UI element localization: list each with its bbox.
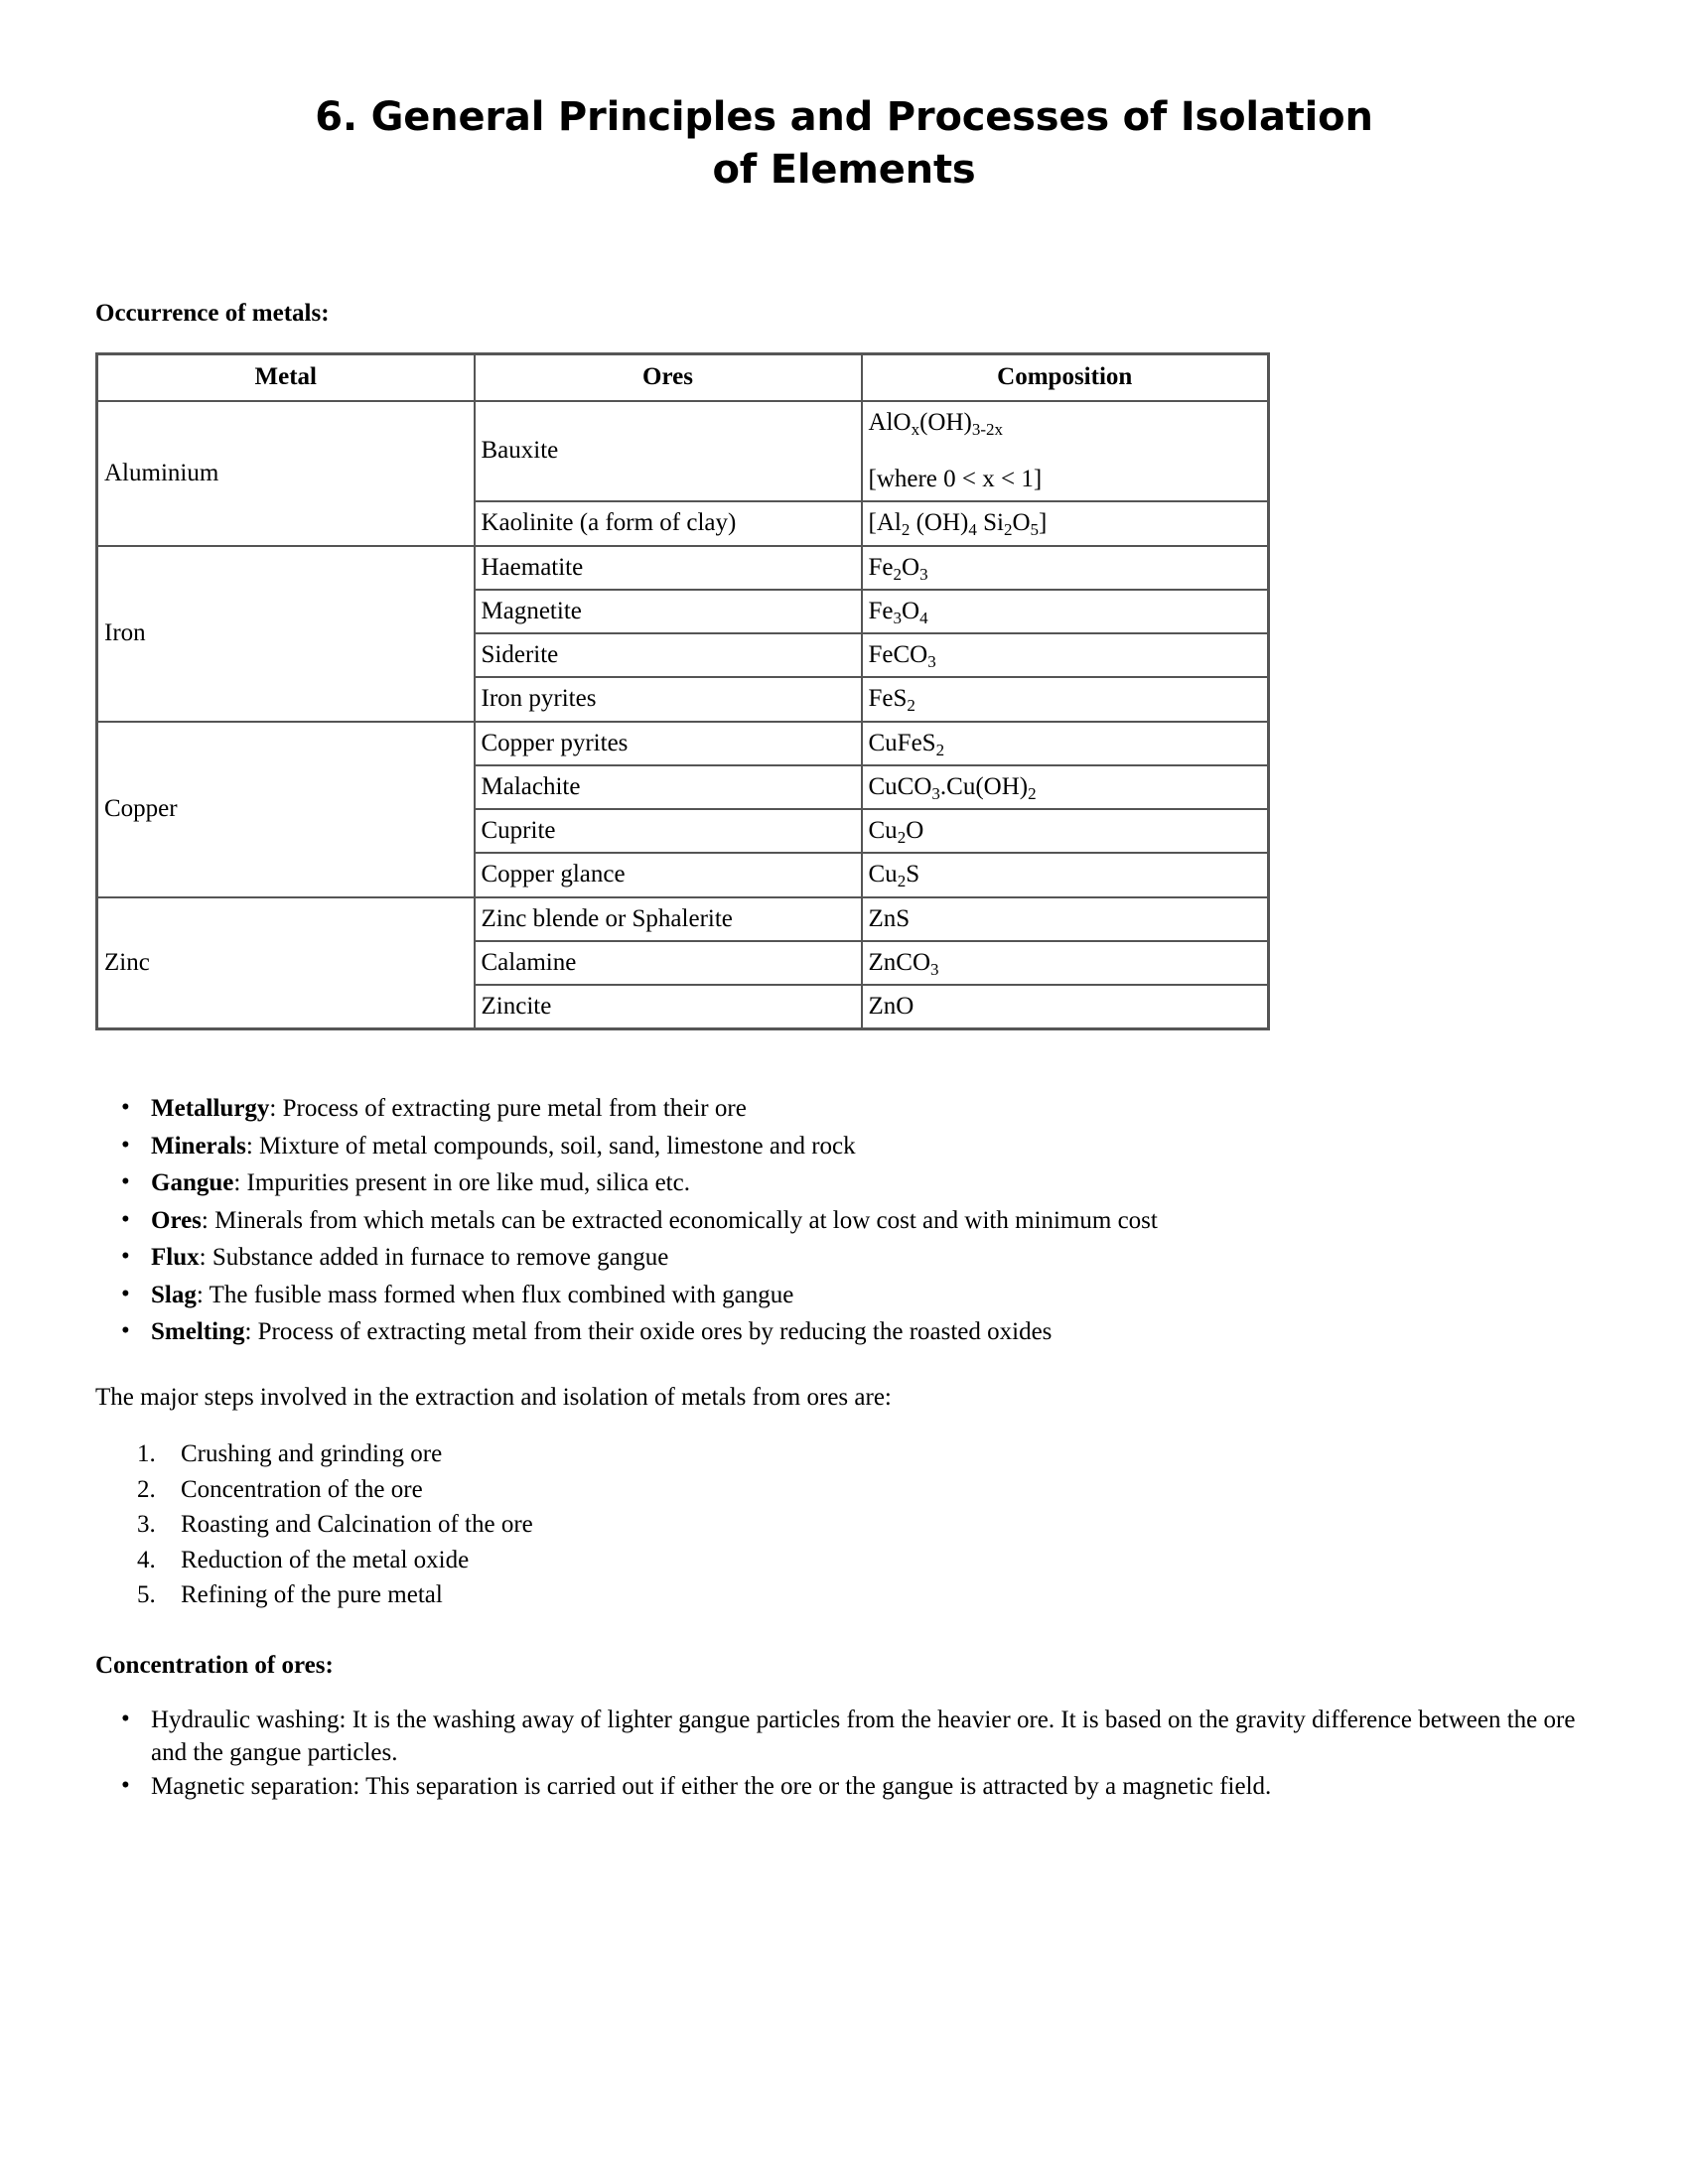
formula-part: O: [902, 597, 920, 624]
cell-ore-siderite: Siderite: [475, 633, 862, 677]
list-item: • Hydraulic washing: It is the washing away of lighter gangue particles from the heavier ore. It is based on the gravity difference between the ore and the gangue particles.: [95, 1704, 1593, 1770]
list-item: [95, 1130, 1593, 1163]
definition-term: Flux: [151, 1244, 200, 1272]
formula-part: (OH): [919, 408, 972, 436]
formula-subscript: 3: [930, 959, 939, 979]
definition-text: : Minerals from which metals can be extracted economically at low cost and with minimum cost: [201, 1206, 1158, 1234]
cell-metal-zinc: Zinc: [97, 897, 475, 1029]
definition-text: : Substance added in furnace to remove gangue: [199, 1244, 669, 1272]
cell-ore-cuprite: Cuprite: [475, 809, 862, 853]
formula-part: S: [906, 861, 920, 888]
formula-subscript: 5: [1030, 520, 1040, 540]
formula-subscript: 4: [919, 608, 928, 627]
cell-ore-copper-pyrites: Copper pyrites: [475, 722, 862, 765]
formula-subscript: 2: [1028, 783, 1037, 803]
list-item: Refining of the pure metal: [181, 1581, 443, 1609]
definition-term: Smelting: [151, 1318, 245, 1346]
column-header-ores: Ores: [475, 353, 862, 401]
formula-subscript: 3: [931, 783, 940, 803]
cell-composition-haematite: [862, 546, 1269, 590]
cell-composition-siderite: [862, 633, 1269, 677]
formula-subscript: 2: [893, 564, 902, 584]
formula-part: O: [902, 553, 920, 581]
formula-part: O: [1012, 509, 1031, 537]
list-item: [95, 1092, 1593, 1126]
definition-text: : Impurities present in ore like mud, silica etc.: [233, 1169, 690, 1197]
definition-term: Minerals: [151, 1132, 246, 1160]
formula-part: Fe: [868, 597, 894, 624]
formula-subscript: 3-2x: [971, 419, 1003, 439]
list-item: [95, 1166, 1593, 1200]
formula-subscript: 2: [907, 696, 915, 716]
table-row: [97, 722, 1269, 765]
definition-term: Gangue: [151, 1169, 234, 1197]
table-row: [97, 546, 1269, 590]
definitions-list: [95, 1092, 1593, 1349]
list-item: [95, 1241, 1593, 1275]
cell-metal-copper: Copper: [97, 722, 475, 897]
section-heading-concentration: Concentration of ores:: [95, 1651, 334, 1679]
formula-subscript: 2: [1003, 520, 1013, 540]
list-item: Crushing and grinding ore: [181, 1440, 443, 1468]
formula-subscript: 4: [968, 520, 977, 540]
formula-subscript: 3: [919, 564, 928, 584]
cell-ore-copper-glance: Copper glance: [475, 853, 862, 896]
formula-subscript: 2: [897, 827, 907, 847]
formula-part: AlO: [868, 408, 912, 436]
column-header-composition: Composition: [862, 353, 1269, 401]
cell-composition-copper-glance: [862, 853, 1269, 896]
formula-subscript: 2: [901, 520, 911, 540]
definition-text: : Mixture of metal compounds, soil, sand, limestone and rock: [245, 1132, 856, 1160]
concentration-methods-list: [95, 1704, 1593, 1804]
cell-composition-zinc-blende: ZnS: [862, 897, 1269, 941]
cell-composition-malachite: [862, 765, 1269, 809]
cell-composition-calamine: [862, 941, 1269, 985]
list-item: [95, 1315, 1593, 1349]
page-title: [95, 0, 1593, 197]
cell-ore-haematite: Haematite: [475, 546, 862, 590]
formula-bauxite: [869, 407, 1264, 438]
cell-ore-zincite: Zincite: [475, 985, 862, 1029]
cell-composition-bauxite: [862, 401, 1269, 502]
table-header-row: [97, 353, 1269, 401]
formula-subscript: 3: [893, 608, 902, 627]
cell-composition-copper-pyrites: [862, 722, 1269, 765]
cell-ore-magnetite: Magnetite: [475, 590, 862, 633]
formula-part: ]: [1039, 509, 1048, 537]
column-header-metal: Metal: [97, 353, 475, 401]
formula-part: Fe: [868, 553, 894, 581]
definition-term: Metallurgy: [151, 1095, 270, 1123]
cell-ore-calamine: Calamine: [475, 941, 862, 985]
formula-part: FeS: [868, 685, 908, 713]
list-item: [95, 1204, 1593, 1238]
section-heading-occurrence: Occurrence of metals:: [95, 299, 330, 327]
formula-part: Cu: [868, 861, 898, 888]
definition-text: : Process of extracting metal from their oxide ores by reducing the roasted oxides: [244, 1318, 1053, 1346]
cell-composition-magnetite: [862, 590, 1269, 633]
cell-ore-zinc-blende: Zinc blende or Sphalerite: [475, 897, 862, 941]
cell-composition-cuprite: [862, 809, 1269, 853]
list-item: Concentration of the ore: [181, 1475, 423, 1503]
table-row: [97, 401, 1269, 502]
occurrence-of-metals-table: [95, 352, 1270, 1031]
cell-metal-iron: Iron: [97, 546, 475, 722]
formula-part: FeCO: [868, 641, 928, 669]
cell-composition-kaolinite: [862, 501, 1269, 545]
table-row: [97, 897, 1269, 941]
cell-composition-iron-pyrites: [862, 677, 1269, 721]
formula-part: CuCO: [868, 772, 932, 800]
cell-ore-kaolinite: Kaolinite (a form of clay): [475, 501, 862, 545]
formula-part: Cu: [868, 817, 898, 845]
formula-subscript: 2: [935, 740, 945, 759]
extraction-steps-list: [95, 1437, 1593, 1612]
formula-part: [Al: [868, 509, 902, 537]
list-item: Reduction of the metal oxide: [181, 1546, 470, 1573]
cell-ore-iron-pyrites: Iron pyrites: [475, 677, 862, 721]
page-title-line-2: of Elements: [712, 146, 976, 193]
formula-bauxite-note: [where 0 < x < 1]: [868, 466, 1043, 493]
list-item: Roasting and Calcination of the ore: [181, 1511, 533, 1539]
cell-metal-aluminium: Aluminium: [97, 401, 475, 546]
formula-part: (OH): [910, 509, 969, 537]
definition-text: : The fusible mass formed when flux combined with gangue: [196, 1281, 794, 1308]
formula-part: ZnCO: [868, 948, 930, 976]
formula-part: CuFeS: [868, 729, 936, 756]
formula-subscript: 2: [897, 872, 907, 891]
intro-paragraph: The major steps involved in the extraction and isolation of metals from ores are:: [95, 1383, 892, 1411]
cell-composition-zincite: ZnO: [862, 985, 1269, 1029]
list-item: [95, 1279, 1593, 1312]
formula-part: Si: [976, 509, 1004, 537]
page-title-line-1: 6. General Principles and Processes of Isolation: [315, 94, 1373, 140]
list-item: • Magnetic separation: This separation is carried out if either the ore or the gangue is attracted by a magnetic field.: [95, 1770, 1593, 1804]
cell-ore-bauxite: Bauxite: [475, 401, 862, 502]
definition-text: : Process of extracting pure metal from their ore: [269, 1095, 747, 1123]
formula-part: O: [906, 817, 924, 845]
formula-subscript: x: [911, 419, 920, 439]
definition-term: Slag: [151, 1281, 197, 1308]
definition-term: Ores: [151, 1206, 202, 1234]
cell-ore-malachite: Malachite: [475, 765, 862, 809]
formula-subscript: 3: [927, 651, 936, 671]
formula-part: .Cu(OH): [939, 772, 1029, 800]
